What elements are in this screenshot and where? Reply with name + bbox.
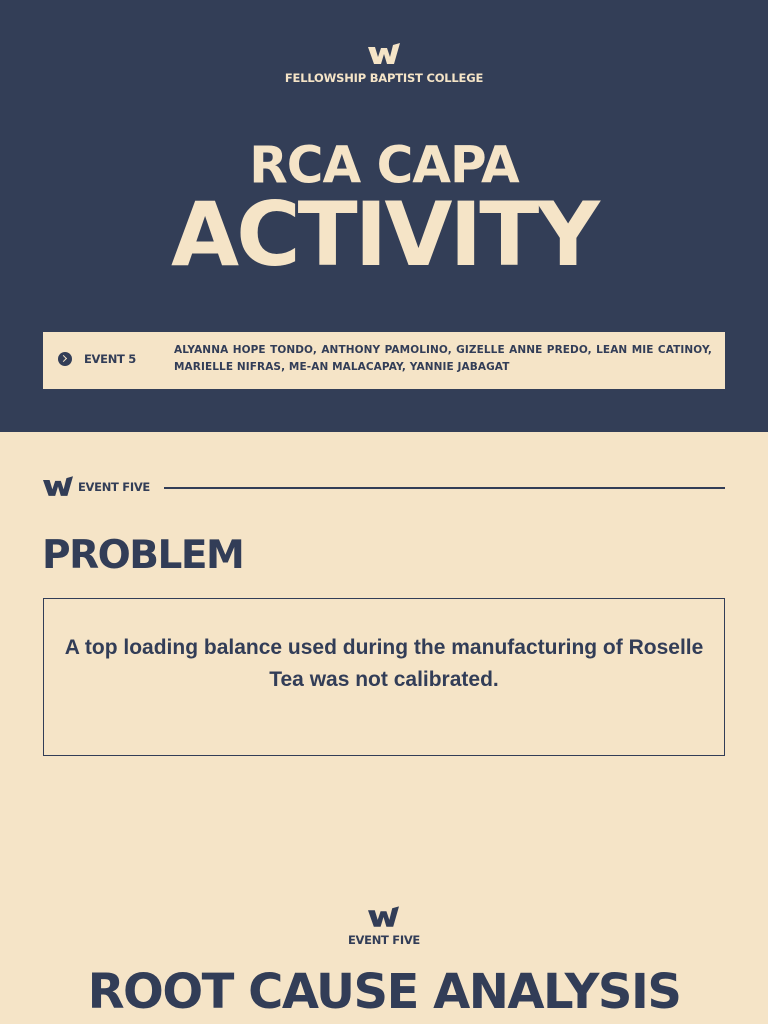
title-line-1: RCA CAPA [249,135,519,195]
college-name: FELLOWSHIP BAPTIST COLLEGE [284,71,484,85]
problem-box [43,598,725,756]
section-label: EVENT FIVE [348,933,420,947]
chevron-right-circle-icon [58,352,72,366]
rca-heading: ROOT CAUSE ANALYSIS [87,964,681,1020]
section-label: EVENT FIVE [78,480,150,494]
group-members: ALYANNA HOPE TONDO, ANTHONY PAMOLINO, GIZELLE ANNE PREDO, LEAN MIE CATINOY, MARIELLE NIFRAS, ME-AN MALACAPAY, YANNIE JABAGAT [174,344,712,373]
event-label: EVENT 5 [84,352,136,366]
problem-section-header [43,474,725,500]
event-info-bar [43,332,725,389]
title-line-2: ACTIVITY [170,183,598,286]
problem-statement: A top loading balance used during the manufacturing of Roselle Tea was not calibrated. [64,636,704,691]
divider [164,487,725,489]
hero-banner [0,0,768,432]
problem-heading: PROBLEM [42,533,244,578]
w-logo-icon [368,906,399,928]
w-logo-icon [43,476,73,497]
w-logo-icon [368,43,400,65]
